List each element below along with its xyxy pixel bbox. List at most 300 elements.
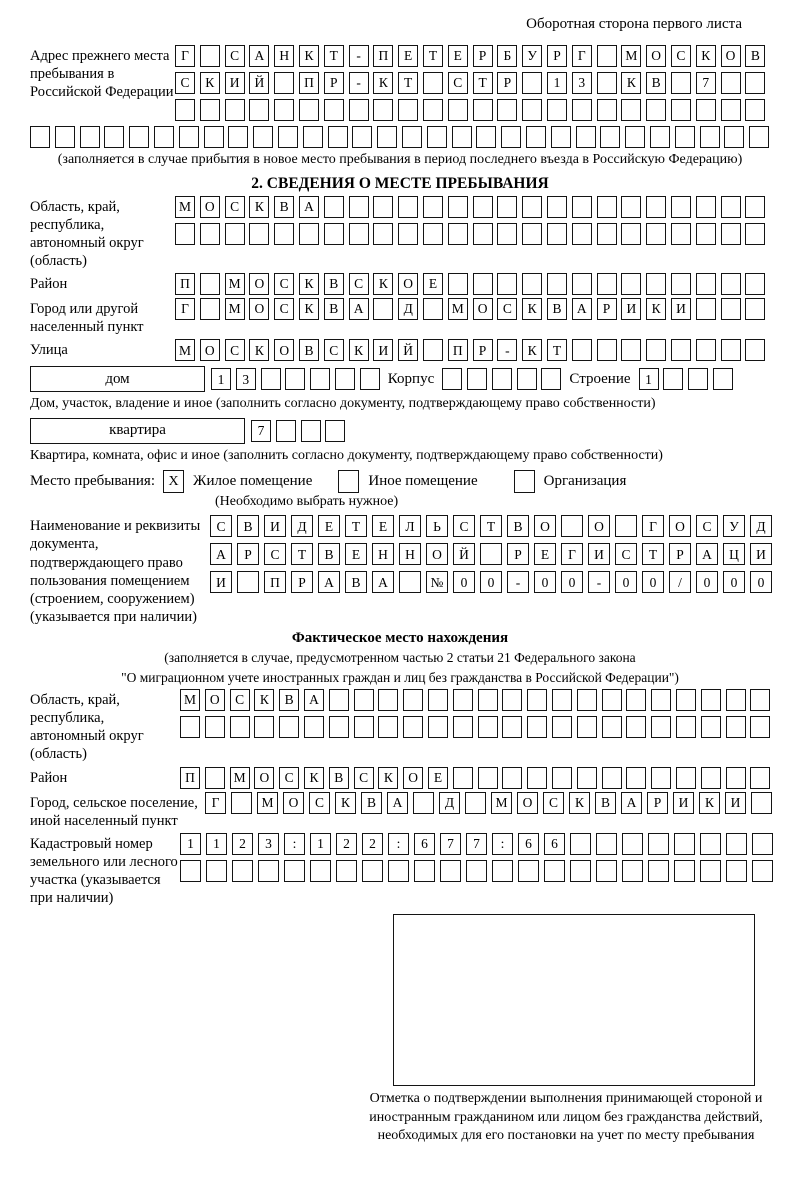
char-cell: [674, 833, 695, 855]
char-cell: [352, 126, 372, 148]
cellrow-kadastr-1: [180, 833, 773, 855]
char-cell: [274, 223, 294, 245]
char-cell: 2: [336, 833, 357, 855]
char-cell: А: [304, 689, 324, 711]
char-cell: [497, 99, 517, 121]
char-cell: И: [750, 543, 772, 565]
char-cell: -: [349, 45, 369, 67]
char-cell: М: [225, 273, 245, 295]
char-cell: С: [309, 792, 330, 814]
char-cell: К: [304, 767, 324, 789]
char-cell: [497, 223, 517, 245]
char-cell: Д: [398, 298, 418, 320]
char-cell: М: [175, 196, 195, 218]
char-cell: [745, 298, 765, 320]
char-cell: М: [180, 689, 200, 711]
char-cell: 0: [750, 571, 772, 593]
char-cell: [671, 72, 691, 94]
char-cell: [179, 126, 199, 148]
char-cell: [473, 99, 493, 121]
char-cell: Т: [547, 339, 567, 361]
char-cell: [597, 45, 617, 67]
char-cell: [428, 716, 448, 738]
char-cell: С: [615, 543, 637, 565]
char-cell: [626, 716, 646, 738]
char-cell: [527, 767, 547, 789]
char-cell: [726, 767, 746, 789]
char-cell: [403, 716, 423, 738]
char-cell: [237, 571, 259, 593]
char-cell: С: [543, 792, 564, 814]
row-mesto-prebyvaniya: [30, 470, 770, 493]
char-cell: [258, 860, 279, 882]
char-cell: С: [279, 767, 299, 789]
char-cell: [721, 223, 741, 245]
char-cell: 0: [642, 571, 664, 593]
char-cell: У: [522, 45, 542, 67]
char-cell: Р: [237, 543, 259, 565]
char-cell: [200, 45, 220, 67]
document-rows: [210, 515, 772, 593]
char-cell: К: [373, 72, 393, 94]
char-cell: [231, 792, 252, 814]
char-cell: А: [210, 543, 232, 565]
char-cell: [600, 126, 620, 148]
char-cell: В: [646, 72, 666, 94]
char-cell: 0: [696, 571, 718, 593]
char-cell: [648, 833, 669, 855]
char-cell: К: [200, 72, 220, 94]
char-cell: [205, 716, 225, 738]
checkbox-organizatsiya: [514, 470, 535, 493]
char-cell: [663, 368, 683, 390]
char-cell: [621, 339, 641, 361]
char-cell: Д: [291, 515, 313, 537]
char-cell: [541, 368, 561, 390]
mesto-note: (Необходимо выбрать нужное): [215, 494, 399, 510]
char-cell: К: [299, 273, 319, 295]
char-cell: [502, 689, 522, 711]
ulitsa-label: Улица: [30, 342, 68, 359]
char-cell: В: [361, 792, 382, 814]
char-cell: [577, 767, 597, 789]
char-cell: [413, 792, 434, 814]
char-cell: Р: [324, 72, 344, 94]
char-cell: /: [669, 571, 691, 593]
char-cell: [423, 196, 443, 218]
char-cell: [497, 196, 517, 218]
char-cell: [284, 860, 305, 882]
char-cell: 1: [211, 368, 231, 390]
char-cell: [180, 860, 201, 882]
char-cell: [522, 196, 542, 218]
char-cell: П: [448, 339, 468, 361]
char-cell: [696, 273, 716, 295]
char-cell: О: [517, 792, 538, 814]
char-cell: [517, 368, 537, 390]
char-cell: У: [723, 515, 745, 537]
char-cell: :: [492, 833, 513, 855]
document-label: Наименование и реквизиты документа, подтверждающего право пользования помещением (строением, сооружением) (указывается при наличии): [30, 518, 201, 625]
char-cell: 0: [561, 571, 583, 593]
char-cell: [651, 716, 671, 738]
char-cell: [442, 368, 462, 390]
oblast-label: Область, край, республика, автономный округ (область): [30, 198, 144, 269]
char-cell: [354, 689, 374, 711]
char-cell: О: [254, 767, 274, 789]
char-cell: [700, 126, 720, 148]
char-cell: Р: [547, 45, 567, 67]
rayon-label: Район: [30, 276, 68, 292]
char-cell: [154, 126, 174, 148]
char-cell: [360, 368, 380, 390]
field-rayon: [30, 273, 770, 295]
char-cell: [745, 339, 765, 361]
cellrow-prev-address-4: [30, 126, 770, 148]
char-cell: Г: [175, 45, 195, 67]
char-cell: [329, 716, 349, 738]
dom-note: Дом, участок, владение и иное (заполнить согласно документу, подтверждающему право собственности): [30, 396, 656, 412]
kadastr-rows: [180, 833, 773, 882]
char-cell: [476, 126, 496, 148]
char-cell: С: [696, 515, 718, 537]
char-cell: В: [345, 571, 367, 593]
char-cell: 6: [518, 833, 539, 855]
char-cell: [230, 716, 250, 738]
char-cell: [180, 716, 200, 738]
char-cell: И: [264, 515, 286, 537]
char-cell: [646, 339, 666, 361]
char-cell: [572, 339, 592, 361]
option-label-zhiloe: Жилое помещение: [193, 473, 313, 490]
char-cell: [696, 298, 716, 320]
char-cell: [726, 689, 746, 711]
char-cell: П: [175, 273, 195, 295]
char-cell: [596, 833, 617, 855]
char-cell: [414, 860, 435, 882]
char-cell: [478, 716, 498, 738]
char-cell: С: [210, 515, 232, 537]
char-cell: О: [283, 792, 304, 814]
char-cell: [398, 223, 418, 245]
char-cell: [423, 99, 443, 121]
char-cell: О: [205, 689, 225, 711]
char-cell: 6: [544, 833, 565, 855]
char-cell: 1: [180, 833, 201, 855]
char-cell: [522, 99, 542, 121]
char-cell: Б: [497, 45, 517, 67]
char-cell: А: [572, 298, 592, 320]
field-document: [30, 515, 770, 626]
char-cell: [276, 420, 296, 442]
char-cell: С: [448, 72, 468, 94]
char-cell: [448, 273, 468, 295]
char-cell: В: [547, 298, 567, 320]
char-cell: О: [669, 515, 691, 537]
char-cell: О: [249, 298, 269, 320]
char-cell: [745, 223, 765, 245]
char-cell: А: [696, 543, 718, 565]
char-cell: [671, 223, 691, 245]
char-cell: 1: [206, 833, 227, 855]
cellrow-prev-address-3: [175, 99, 765, 121]
char-cell: [651, 767, 671, 789]
char-cell: [200, 223, 220, 245]
char-cell: [726, 716, 746, 738]
char-cell: И: [725, 792, 746, 814]
char-cell: [388, 860, 409, 882]
char-cell: [301, 420, 321, 442]
char-cell: Г: [572, 45, 592, 67]
option-label-inoe: Иное помещение: [368, 473, 478, 490]
char-cell: [200, 273, 220, 295]
cellrow-gorod: [175, 298, 765, 320]
confirmation-stamp-box: [393, 914, 755, 1086]
field-fact-rayon: [30, 767, 770, 789]
fact-oblast-label: Область, край, республика, автономный округ (область): [30, 692, 144, 763]
char-cell: Р: [497, 72, 517, 94]
char-cell: М: [448, 298, 468, 320]
char-cell: [349, 99, 369, 121]
char-cell: Г: [642, 515, 664, 537]
char-cell: [303, 126, 323, 148]
row-kvartira: [30, 418, 770, 444]
char-cell: [399, 571, 421, 593]
char-cell: [501, 126, 521, 148]
char-cell: М: [491, 792, 512, 814]
char-cell: [721, 298, 741, 320]
char-cell: 7: [440, 833, 461, 855]
char-cell: П: [373, 45, 393, 67]
char-cell: [299, 99, 319, 121]
char-cell: Е: [448, 45, 468, 67]
char-cell: [427, 126, 447, 148]
char-cell: П: [180, 767, 200, 789]
char-cell: [175, 99, 195, 121]
option-label-organizatsiya: Организация: [543, 473, 627, 490]
char-cell: С: [264, 543, 286, 565]
char-cell: [648, 860, 669, 882]
cellrow-dom-number: [211, 368, 380, 390]
checkbox-inoe-pomeshchenie: [338, 470, 359, 493]
char-cell: [398, 196, 418, 218]
char-cell: [626, 689, 646, 711]
prev-address-note: (заполняется в случае прибытия в новое место пребывания в период последнего въезда в Российскую Федерацию): [57, 152, 743, 167]
char-cell: [274, 99, 294, 121]
char-cell: К: [378, 767, 398, 789]
field-gorod: [30, 298, 770, 336]
char-cell: [552, 767, 572, 789]
gorod-label: Город или другой населенный пункт: [30, 301, 144, 336]
char-cell: 3: [572, 72, 592, 94]
char-cell: И: [588, 543, 610, 565]
char-cell: [561, 515, 583, 537]
char-cell: [572, 196, 592, 218]
char-cell: 0: [723, 571, 745, 593]
char-cell: [621, 99, 641, 121]
cellrow-ulitsa: [175, 339, 765, 361]
char-cell: С: [671, 45, 691, 67]
char-cell: [551, 126, 571, 148]
char-cell: К: [335, 792, 356, 814]
char-cell: [428, 689, 448, 711]
char-cell: [403, 689, 423, 711]
char-cell: [378, 689, 398, 711]
char-cell: С: [230, 689, 250, 711]
char-cell: [373, 196, 393, 218]
char-cell: О: [200, 196, 220, 218]
char-cell: [261, 368, 281, 390]
char-cell: [80, 126, 100, 148]
char-cell: В: [329, 767, 349, 789]
cellrow-rayon: [175, 273, 765, 295]
field-prev-address: [30, 45, 770, 121]
char-cell: 7: [251, 420, 271, 442]
char-cell: [440, 860, 461, 882]
char-cell: [726, 833, 747, 855]
char-cell: Г: [561, 543, 583, 565]
char-cell: [674, 860, 695, 882]
char-cell: [354, 716, 374, 738]
char-cell: Р: [647, 792, 668, 814]
char-cell: [335, 368, 355, 390]
char-cell: [671, 99, 691, 121]
cellrow-kvartira: [251, 420, 345, 442]
kvartira-type-box: квартира: [30, 418, 245, 444]
char-cell: [448, 223, 468, 245]
char-cell: [402, 126, 422, 148]
char-cell: [597, 196, 617, 218]
char-cell: К: [299, 45, 319, 67]
char-cell: [547, 196, 567, 218]
cellrow-document-2: [210, 543, 772, 565]
char-cell: [206, 860, 227, 882]
char-cell: [646, 273, 666, 295]
char-cell: С: [324, 339, 344, 361]
char-cell: [453, 689, 473, 711]
char-cell: [597, 273, 617, 295]
char-cell: К: [696, 45, 716, 67]
char-cell: [615, 515, 637, 537]
cellrow-prev-address-2: [175, 72, 765, 94]
char-cell: [423, 298, 443, 320]
fact-gorod-label: Город, сельское поселение, иной населенный пункт: [30, 794, 198, 829]
char-cell: Н: [372, 543, 394, 565]
char-cell: -: [497, 339, 517, 361]
char-cell: [721, 339, 741, 361]
char-cell: [329, 689, 349, 711]
char-cell: [596, 860, 617, 882]
char-cell: К: [522, 298, 542, 320]
char-cell: [200, 298, 220, 320]
char-cell: [200, 99, 220, 121]
char-cell: [362, 860, 383, 882]
char-cell: [497, 273, 517, 295]
char-cell: [377, 126, 397, 148]
char-cell: [175, 223, 195, 245]
cellrow-fact-gorod: [205, 792, 772, 814]
row-dom: [30, 366, 770, 392]
char-cell: [453, 767, 473, 789]
cellrow-kadastr-2: [180, 860, 773, 882]
char-cell: [700, 860, 721, 882]
char-cell: [522, 72, 542, 94]
char-cell: [745, 196, 765, 218]
char-cell: [745, 72, 765, 94]
char-cell: Й: [453, 543, 475, 565]
char-cell: [671, 196, 691, 218]
char-cell: С: [349, 273, 369, 295]
char-cell: В: [595, 792, 616, 814]
cellrow-fact-oblast-2: [180, 716, 770, 738]
char-cell: К: [349, 339, 369, 361]
char-cell: [324, 99, 344, 121]
char-cell: [750, 767, 770, 789]
prev-address-label: Адрес прежнего места пребывания в Российской Федерации: [30, 48, 174, 101]
char-cell: С: [274, 273, 294, 295]
fact-note-2: "О миграционном учете иностранных граждан и лиц без гражданства в Российской Федерации"): [121, 669, 679, 685]
mesto-label: Место пребывания:: [30, 473, 155, 490]
char-cell: [473, 223, 493, 245]
char-cell: [349, 223, 369, 245]
char-cell: Р: [507, 543, 529, 565]
char-cell: [30, 126, 50, 148]
char-cell: О: [200, 339, 220, 361]
char-cell: [253, 126, 273, 148]
char-cell: [466, 860, 487, 882]
char-cell: [373, 223, 393, 245]
char-cell: [696, 196, 716, 218]
char-cell: [745, 99, 765, 121]
cellrow-document-1: [210, 515, 772, 537]
char-cell: [465, 792, 486, 814]
char-cell: Т: [324, 45, 344, 67]
char-cell: [473, 273, 493, 295]
char-cell: [328, 126, 348, 148]
char-cell: [621, 223, 641, 245]
char-cell: [526, 126, 546, 148]
char-cell: И: [673, 792, 694, 814]
char-cell: А: [299, 196, 319, 218]
cellrow-prev-address-1: [175, 45, 765, 67]
char-cell: [576, 126, 596, 148]
char-cell: О: [403, 767, 423, 789]
cellrow-oblast-1: [175, 196, 765, 218]
char-cell: [651, 689, 671, 711]
char-cell: [552, 716, 572, 738]
char-cell: А: [372, 571, 394, 593]
char-cell: О: [646, 45, 666, 67]
char-cell: Т: [480, 515, 502, 537]
char-cell: М: [257, 792, 278, 814]
char-cell: С: [225, 45, 245, 67]
char-cell: [423, 339, 443, 361]
char-cell: [518, 860, 539, 882]
char-cell: 0: [480, 571, 502, 593]
char-cell: [701, 767, 721, 789]
char-cell: К: [522, 339, 542, 361]
char-cell: Н: [399, 543, 421, 565]
char-cell: О: [426, 543, 448, 565]
char-cell: К: [249, 339, 269, 361]
char-cell: [249, 223, 269, 245]
char-cell: К: [249, 196, 269, 218]
char-cell: [676, 716, 696, 738]
char-cell: [423, 223, 443, 245]
char-cell: [279, 716, 299, 738]
char-cell: Е: [428, 767, 448, 789]
char-cell: [225, 223, 245, 245]
